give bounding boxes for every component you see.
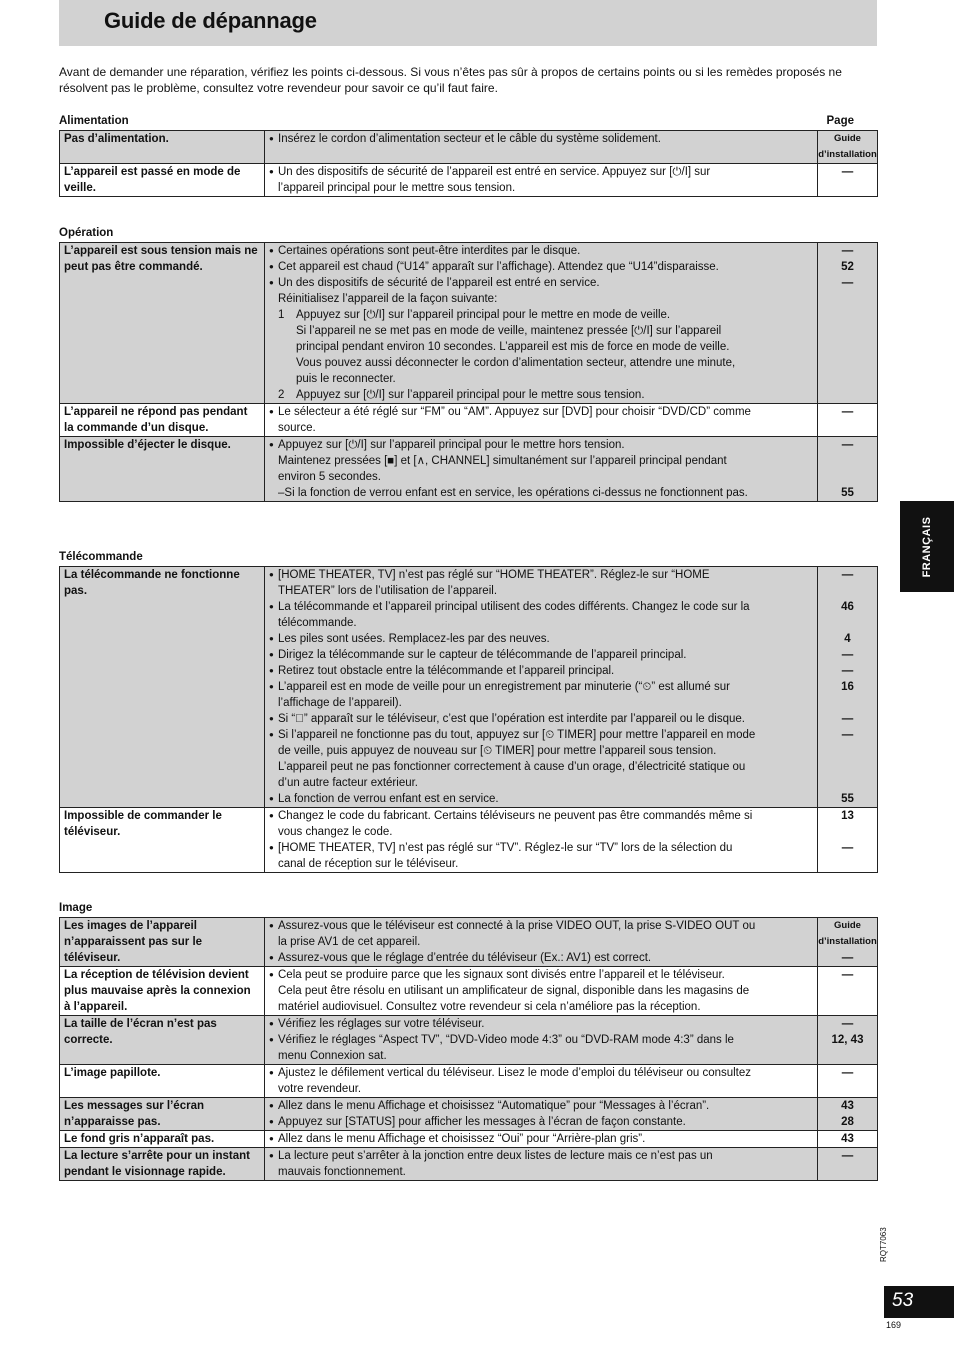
page-ref: 46 <box>841 601 854 613</box>
page-ref: — <box>841 277 854 289</box>
section-telecommande <box>59 550 878 873</box>
solution-line <box>269 695 813 711</box>
solution-line <box>269 387 813 403</box>
solution-line <box>269 404 813 420</box>
table-row <box>60 808 878 873</box>
solution-line <box>269 631 813 647</box>
section-heading: Télécommande <box>59 551 143 563</box>
language-tab <box>900 501 954 592</box>
page-number-box <box>884 1286 954 1318</box>
page-cell <box>818 1016 878 1065</box>
solution-cell <box>265 404 818 437</box>
solution-text: Si “⃠” apparaît sur le téléviseur, c’est que l’opération est interdite par l’appareil ou le disque. <box>278 713 745 725</box>
page-title: Guide de dépannage <box>104 8 317 33</box>
page-ref <box>818 453 877 469</box>
page-ref: — <box>841 406 854 418</box>
solution-line <box>269 355 813 371</box>
page-ref: — <box>841 245 854 257</box>
solution-line <box>269 615 813 631</box>
solution-line <box>269 1098 813 1114</box>
solution-line <box>269 727 813 743</box>
page-number: 53 <box>892 1290 914 1311</box>
page-ref: Guide <box>834 133 861 144</box>
table-row <box>60 918 878 967</box>
solution-line <box>269 856 813 872</box>
page-column-label: Page <box>826 115 854 127</box>
solution-text: Appuyez sur [STATUS] pour afficher les messages à l’écran de façon constante. <box>278 1116 686 1128</box>
table-row <box>60 1098 878 1131</box>
solution-line <box>269 437 813 453</box>
solution-line <box>269 323 813 339</box>
page-cell <box>818 567 878 808</box>
page-ref: — <box>841 969 854 981</box>
solution-line <box>269 679 813 695</box>
solution-cell <box>265 1148 818 1181</box>
problem-cell: La télécommande ne fonctionne pas. <box>60 567 265 808</box>
solution-cell <box>265 437 818 502</box>
solution-text: l’affichage de l’appareil). <box>278 697 402 709</box>
solution-text: THEATER” lors de l’utilisation de l’appareil. <box>278 585 498 597</box>
section-image <box>59 901 878 1181</box>
page-ref <box>818 824 877 840</box>
problem-cell: La taille de l’écran n’est pas correcte. <box>60 1016 265 1065</box>
solution-text: Vous pouvez aussi déconnecter le cordon d’alimentation secteur, attendre une minute, <box>296 357 736 369</box>
solution-line <box>269 983 813 999</box>
table-row <box>60 404 878 437</box>
solution-text: Changez le code du fabricant. Certains téléviseurs ne peuvent pas être commandés même si <box>278 810 753 822</box>
solution-line <box>269 420 813 436</box>
intro-text: Avant de demander une réparation, vérifiez les points ci-dessous. Si vous n’êtes pas sûr à propos de certains points ou si les remèdes proposés ne résolvent pas le problème, consultez votre revendeur pour savoir ce qu’il faut faire. <box>59 65 842 95</box>
solution-line <box>269 918 813 934</box>
page-cell <box>818 967 878 1016</box>
solution-text: [HOME THEATER, TV] n’est pas réglé sur “HOME THEATER”. Réglez-le sur “HOME <box>278 569 710 581</box>
table-row <box>60 243 878 404</box>
page-ref: — <box>841 729 854 741</box>
solution-line <box>269 180 813 196</box>
solution-text: Les piles sont usées. Remplacez-les par des neuves. <box>278 633 550 645</box>
problem-cell: L’appareil est passé en mode de veille. <box>60 164 265 197</box>
page-ref: — <box>841 952 854 964</box>
problem-cell: Impossible d’éjecter le disque. <box>60 437 265 502</box>
solution-text: L’appareil est en mode de veille pour un enregistrement par minuterie (“⏲” est allumé sur <box>278 681 730 693</box>
page-cell <box>818 1098 878 1131</box>
page-ref: 52 <box>841 261 854 273</box>
solution-line <box>269 1032 813 1048</box>
page-ref: 43 <box>841 1100 854 1112</box>
step-number: 2 <box>278 389 285 401</box>
solution-line <box>269 824 813 840</box>
solution-line <box>269 934 813 950</box>
solution-text: Vérifiez les réglages sur votre téléviseur. <box>278 1018 485 1030</box>
solution-text: source. <box>278 422 316 434</box>
solution-line <box>269 567 813 583</box>
solution-line <box>269 243 813 259</box>
table-row <box>60 1148 878 1181</box>
page-ref <box>818 583 877 599</box>
solution-line <box>269 469 813 485</box>
solution-cell <box>265 1065 818 1098</box>
page-cell <box>818 1131 878 1148</box>
page-cell <box>818 808 878 873</box>
problem-cell: Impossible de commander le téléviseur. <box>60 808 265 873</box>
page-cell <box>818 404 878 437</box>
page-cell <box>818 437 878 502</box>
page-ref: 13 <box>841 810 854 822</box>
page-ref: — <box>841 166 854 178</box>
section-heading-row <box>59 550 878 566</box>
solution-line <box>269 967 813 983</box>
section-alimentation <box>59 114 878 197</box>
solution-line <box>269 1114 813 1130</box>
solution-text: Ajustez le défilement vertical du téléviseur. Lisez le mode d’emploi du téléviseur ou consultez <box>278 1067 752 1079</box>
solution-text: La lecture peut s’arrêter à la jonction entre deux listes de lecture mais ce n’est pas un <box>278 1150 713 1162</box>
solution-line <box>269 663 813 679</box>
document-number: RQT7063 <box>879 1227 888 1262</box>
section-heading: Image <box>59 902 93 914</box>
page-ref: — <box>841 842 854 854</box>
solution-text: Dirigez la télécommande sur le capteur de télécommande de l’appareil principal. <box>278 649 687 661</box>
table-row <box>60 437 878 502</box>
page-ref: — <box>841 665 854 677</box>
solution-cell <box>265 918 818 967</box>
solution-text: la prise AV1 de cet appareil. <box>278 936 421 948</box>
page-ref: 55 <box>841 487 854 499</box>
table-row <box>60 1065 878 1098</box>
table-row <box>60 1016 878 1065</box>
solution-text: Si l’appareil ne se met pas en mode de veille, maintenez pressée [⏻/I] sur l’appareil <box>296 325 722 337</box>
solution-text: Allez dans le menu Affichage et choisissez “Automatique” pour “Messages à l’écran”. <box>278 1100 710 1112</box>
solution-cell <box>265 1131 818 1148</box>
solution-text: Allez dans le menu Affichage et choisissez “Oui” pour “Arrière-plan gris”. <box>278 1133 646 1145</box>
solution-text: puis le reconnecter. <box>296 373 396 385</box>
page-ref <box>818 695 877 711</box>
solution-line <box>269 791 813 807</box>
solution-text: Appuyez sur [⏻/I] sur l’appareil principal pour le mettre sous tension. <box>296 389 645 401</box>
problem-cell: Pas d’alimentation. <box>60 131 265 164</box>
title-bar <box>59 0 877 46</box>
page-ref <box>818 469 877 485</box>
solution-text: Vérifiez le réglages “Aspect TV”, “DVD-Video mode 4:3” ou “DVD-RAM mode 4:3” dans le <box>278 1034 734 1046</box>
page-ref: 16 <box>841 681 854 693</box>
page-cell <box>818 131 878 164</box>
solution-cell <box>265 164 818 197</box>
problem-cell: La réception de télévision devient plus mauvaise après la connexion à l’appareil. <box>60 967 265 1016</box>
solution-text: l’appareil principal pour le mettre sous tension. <box>278 182 516 194</box>
solution-line <box>269 1081 813 1097</box>
solution-text: Retirez tout obstacle entre la télécommande et l’appareil principal. <box>278 665 615 677</box>
solution-text: Appuyez sur [⏻/I] sur l’appareil principal pour le mettre en mode de veille. <box>296 309 671 321</box>
solution-cell <box>265 1016 818 1065</box>
table-row <box>60 164 878 197</box>
solution-line <box>269 339 813 355</box>
solution-line <box>269 164 813 180</box>
solution-text: canal de réception sur le téléviseur. <box>278 858 459 870</box>
solution-text: principal pendant environ 10 secondes. L’appareil est mis de force en mode de veille. <box>296 341 730 353</box>
problem-cell: Le fond gris n’apparaît pas. <box>60 1131 265 1148</box>
solution-text: L’appareil peut ne pas fonctionner correctement à cause d’un orage, d’électricité statique ou <box>278 761 746 773</box>
solution-text: Cet appareil est chaud (“U14” apparaît sur l’affichage). Attendez que “U14”disparaisse. <box>278 261 719 273</box>
page-ref <box>818 743 877 759</box>
table-row <box>60 567 878 808</box>
page-cell <box>818 164 878 197</box>
step-number: 1 <box>278 309 285 321</box>
solution-line <box>269 371 813 387</box>
solution-line <box>269 453 813 469</box>
problem-cell: Les messages sur l’écran n’apparaisse pas. <box>60 1098 265 1131</box>
solution-line <box>269 485 813 501</box>
solution-text: Assurez-vous que le téléviseur est connecté à la prise VIDEO OUT, la prise S-VIDEO OUT ou <box>278 920 756 932</box>
solution-text: Un des dispositifs de sécurité de l’appareil est entré en service. <box>278 277 600 289</box>
solution-text: Appuyez sur [⏻/I] sur l’appareil principal pour le mettre hors tension. <box>278 439 625 451</box>
troubleshooting-table <box>59 917 878 1181</box>
solution-line <box>269 307 813 323</box>
solution-text: menu Connexion sat. <box>278 1050 387 1062</box>
solution-line <box>269 1065 813 1081</box>
solution-text: Réinitialisez l’appareil de la façon suivante: <box>278 293 498 305</box>
solution-text: télécommande. <box>278 617 357 629</box>
solution-text: La fonction de verrou enfant est en service. <box>278 793 499 805</box>
page-ref: 55 <box>841 793 854 805</box>
section-heading: Opération <box>59 227 114 239</box>
solution-text: matériel audiovisuel. Consultez votre revendeur si cela n’améliore pas la réception. <box>278 1001 701 1013</box>
solution-line <box>269 808 813 824</box>
solution-line <box>269 275 813 291</box>
solution-text: mauvais fonctionnement. <box>278 1166 406 1178</box>
solution-line <box>269 1016 813 1032</box>
page-ref: — <box>841 1150 854 1162</box>
solution-text: –Si la fonction de verrou enfant est en service, les opérations ci-dessus ne fonctionnent pas. <box>278 487 748 499</box>
page-ref: — <box>841 713 854 725</box>
solution-text: La télécommande et l’appareil principal utilisent des codes différents. Changez le code sur la <box>278 601 750 613</box>
section-heading-row <box>59 226 878 242</box>
page-ref: d’installation <box>818 149 877 160</box>
problem-cell: L’appareil ne répond pas pendant la commande d’un disque. <box>60 404 265 437</box>
page-ref: 12, 43 <box>831 1034 864 1046</box>
section-heading-row <box>59 901 878 917</box>
solution-text: Certaines opérations sont peut-être interdites par le disque. <box>278 245 581 257</box>
solution-text: Cela peut être résolu en utilisant un amplificateur de signal, disponible dans les magasins de <box>278 985 750 997</box>
page-ref: — <box>841 649 854 661</box>
page-ref <box>818 775 877 791</box>
page-ref <box>818 759 877 775</box>
solution-cell <box>265 131 818 164</box>
problem-cell: La lecture s’arrête pour un instant pendant le visionnage rapide. <box>60 1148 265 1181</box>
solution-text: Si l’appareil ne fonctionne pas du tout, appuyez sur [⏲ TIMER] pour mettre l’appareil en mode <box>278 729 756 741</box>
problem-cell: L’appareil est sous tension mais ne peut pas être commandé. <box>60 243 265 404</box>
solution-line <box>269 999 813 1015</box>
problem-cell: Les images de l’appareil n’apparaissent pas sur le téléviseur. <box>60 918 265 967</box>
solution-text: d’un autre facteur extérieur. <box>278 777 418 789</box>
page-ref: 28 <box>841 1116 854 1128</box>
solution-text: Maintenez pressées [■] et [∧, CHANNEL] simultanément sur l’appareil principal pendant <box>278 455 727 467</box>
page-ref: — <box>841 569 854 581</box>
troubleshooting-table <box>59 130 878 197</box>
solution-cell <box>265 567 818 808</box>
problem-cell: L’image papillote. <box>60 1065 265 1098</box>
solution-line <box>269 1131 813 1147</box>
page-ref: — <box>841 439 854 451</box>
page-ref: d’installation <box>818 936 877 947</box>
solution-line <box>269 1148 813 1164</box>
solution-text: [HOME THEATER, TV] n’est pas réglé sur “TV”. Réglez-le sur “TV” lors de la sélection du <box>278 842 733 854</box>
solution-cell <box>265 243 818 404</box>
section-heading-row <box>59 114 878 130</box>
page-cell <box>818 243 878 404</box>
page-cell <box>818 1148 878 1181</box>
page-ref: 4 <box>844 633 851 645</box>
solution-cell <box>265 808 818 873</box>
language-tab-label: FRANÇAIS <box>921 516 933 577</box>
solution-cell <box>265 1098 818 1131</box>
page-ref: Guide <box>834 920 861 931</box>
page-ref: — <box>841 1067 854 1079</box>
page-cell <box>818 1065 878 1098</box>
solution-line <box>269 647 813 663</box>
page-ref: 43 <box>841 1133 854 1145</box>
solution-line <box>269 950 813 966</box>
solution-line <box>269 840 813 856</box>
solution-line <box>269 259 813 275</box>
solution-text: environ 5 secondes. <box>278 471 381 483</box>
page-ref <box>818 615 877 631</box>
solution-line <box>269 291 813 307</box>
section-heading: Alimentation <box>59 115 129 127</box>
page-cell <box>818 918 878 967</box>
table-row <box>60 1131 878 1148</box>
solution-text: votre revendeur. <box>278 1083 362 1095</box>
solution-text: de veille, puis appuyez de nouveau sur [⏲ TIMER] pour mettre l’appareil sous tension. <box>278 745 717 757</box>
solution-text: Assurez-vous que le réglage d’entrée du téléviseur (Ex.: AV1) est correct. <box>278 952 652 964</box>
troubleshooting-table <box>59 242 878 502</box>
solution-line <box>269 743 813 759</box>
section-operation <box>59 226 878 502</box>
solution-line <box>269 1048 813 1064</box>
solution-text: Un des dispositifs de sécurité de l’appareil est entré en service. Appuyez sur [⏻/I] sur <box>278 166 711 178</box>
table-row <box>60 967 878 1016</box>
solution-line <box>269 775 813 791</box>
page-ref: — <box>841 1018 854 1030</box>
troubleshooting-table <box>59 566 878 873</box>
solution-line <box>269 711 813 727</box>
solution-line <box>269 583 813 599</box>
solution-line <box>269 1164 813 1180</box>
solution-line <box>269 131 813 147</box>
solution-text: vous changez le code. <box>278 826 393 838</box>
solution-cell <box>265 967 818 1016</box>
solution-text: Le sélecteur a été réglé sur “FM” ou “AM”. Appuyez sur [DVD] pour choisir “DVD/CD” comme <box>278 406 751 418</box>
solution-text: Cela peut se produire parce que les signaux sont divisés entre l’appareil et le téléviseur. <box>278 969 725 981</box>
table-row <box>60 131 878 164</box>
solution-line <box>269 759 813 775</box>
solution-line <box>269 599 813 615</box>
solution-text: Insérez le cordon d’alimentation secteur et le câble du système solidement. <box>278 133 661 145</box>
sub-page-number: 169 <box>886 1320 902 1330</box>
